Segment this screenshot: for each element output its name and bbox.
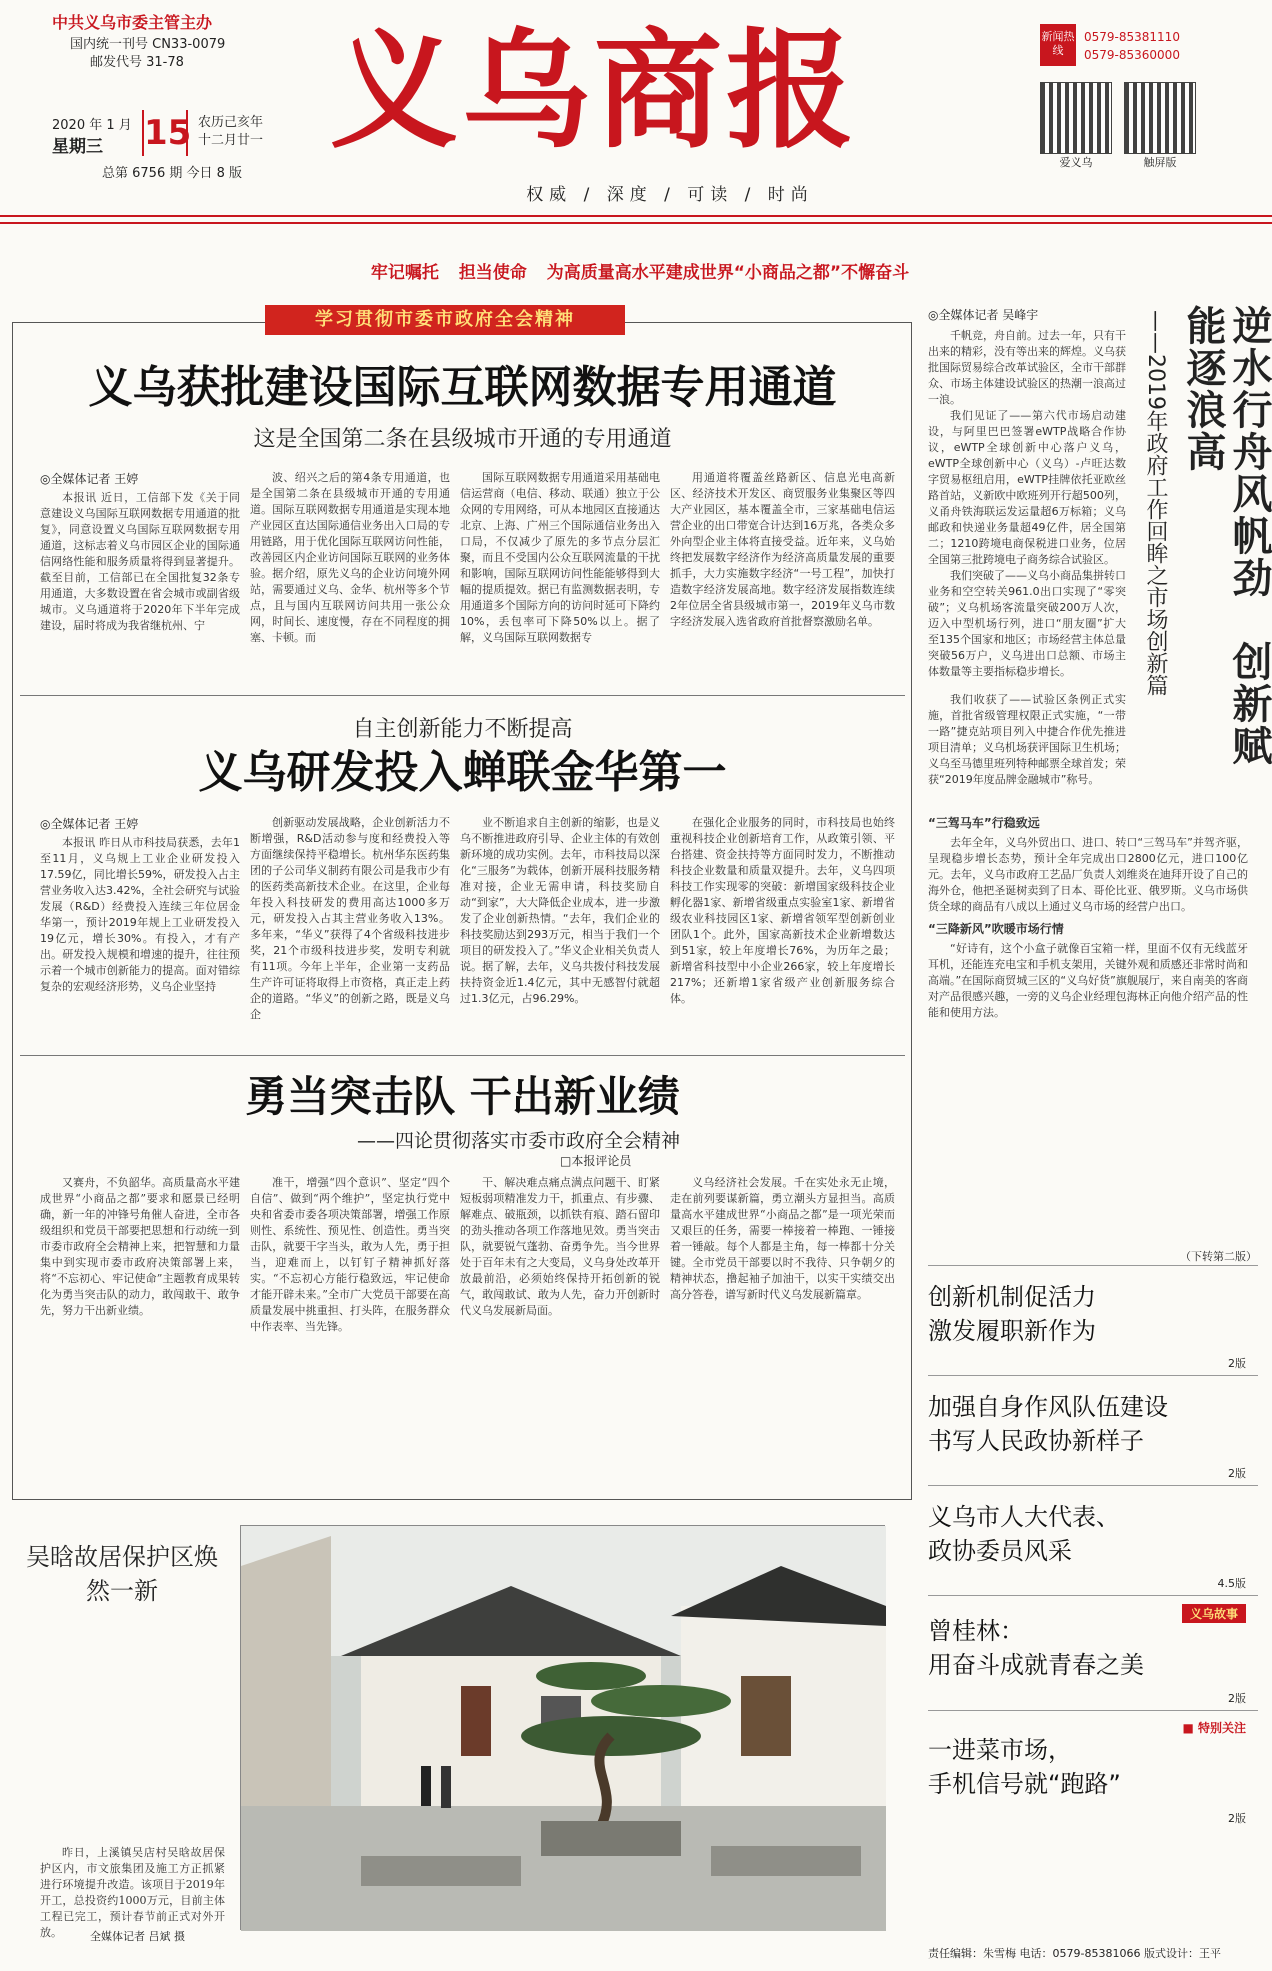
qr-icon [1124, 82, 1196, 154]
photo-illustration [241, 1526, 886, 1931]
cn-number: 国内统一刊号 CN33-0079 [70, 37, 226, 52]
toc-item[interactable] [928, 1375, 1258, 1485]
toc-page: 4.5版 [1217, 1577, 1246, 1590]
article2-col2: 创新驱动发展战略，企业创新活力不断增强，R&D活动参与度和经费投入等方面继续保持平稳增长。杭州华东医药集团的子公司华义制药有限公司是我市少有的医药类高新技术企业。在这里，企业每年投入科技研发的费用高达1000多万元，研发投入占其主营业务收入13%。多年来，“华义”获得了4个省级科技进步奖，21个市级科技进步奖，发明专利就有11项。今年上半年，企业第一支药品生产许可证将取得上市资格，真正走上药企的道路。“华义”的创新之路，既是义乌企 [250, 816, 450, 1021]
masthead-rule [0, 215, 1272, 217]
article2-col1: 本报讯 昨日从市科技局获悉，去年1至11月，义乌规上工业企业研发投入17.59亿，同比增长59%，研发投入占主营业务收入达3.42%，全社会研究与试验发展（R&D）经费投入连续三年位居金华第一，预计2019年规上工业研发投入19亿元，增长30%。有投入，才有产出。研发投入规模和增速的提升，往往预示着一个城市创新能力的提高。面对错综复杂的宏观经济形势，义乌企业坚持 [40, 836, 240, 993]
article1-col3: 国际互联网数据专用通道采用基础电信运营商（电信、移动、联通）独立于公众网的专用网络，可从本地园区直接通达北京、上海、广州三个国际通信业务出入口局，不仅减少了原先的多节点分层汇聚，而且不受国内公众互联网流量的干扰和影响，国际互联网访问性能能够得到大幅的提质提效。据已有监测数据表明，专用通道多个国际方向的访问时延可下降约10%，丢包率可下降50%以上。据了解，义乌国际互联网数据专 [460, 471, 660, 644]
article1-byline: ◎全媒体记者 王婷 [40, 472, 139, 486]
qr-icon [1040, 82, 1112, 154]
divider [20, 695, 905, 696]
article2-title[interactable]: 义乌研发投入蝉联金华第一 [198, 747, 727, 798]
motto-2: 担当使命 [458, 263, 527, 283]
lunar-year: 农历己亥年 [198, 115, 264, 130]
day-number: 15 [142, 110, 188, 156]
page-footer: 责任编辑：朱雪梅 电话：0579-85381066 版式设计：王平 [928, 1947, 1221, 1960]
right-subtitle: ——2019年政府工作回眸之市场创新篇 [1143, 310, 1168, 696]
weekday: 星期三 [52, 137, 103, 157]
hotline-number-2: 0579-85360000 [1084, 48, 1180, 62]
right-title[interactable] [1180, 305, 1272, 805]
right-col-body: “三驾马车”行稳致远 去年全年，义乌外贸出口、进口、转口“三驾马车”并驾齐驱，呈现稳步增长态势，预计全年完成出口2800亿元，进口100亿元。去年，义乌市政府工艺品厂负责人刘维炎在迪拜开设了自己的海外仓，他把圣诞树卖到了日本、哥伦比亚、俄罗斯。义乌市场供货全球的商品有八成以上通过义乌市场的经营户出口。 “三降新风”吹暖市场行情 “好诗有，这个小盒子就像百宝箱一样，里面不仅有无线蓝牙耳机，还能连充电宝和手机支架用，关键外观和质感还非常时尚和高端。”在国际商贸城三区的“义乌好货”旗舰展厅，来自南美的客商对产品很感兴趣，一旁的义乌企业经理包海林正向他介绍产品的性能和使用方法。 [928, 816, 1248, 1019]
motto-3: 为高质量高水平建成世界“小商品之都”不懈奋斗 [546, 263, 910, 283]
article2-col3: 业不断追求自主创新的缩影，也是义乌不断推进政府引导、企业主体的有效创新环境的成功实例。去年，市科技局以深化“三服务”为载体，创新开展科技服务精准对接，企业无需申请，科技奖励自动“到家”，大大降低企业成本，进一步激发了企业创新热情。“去年，我们企业的科技奖励达到293万元，相当于我们一个项目的研发投入了。”华义企业相关负责人说。据了解，去年，义乌共拨付科技发展扶持资金近1.4亿元，其中无感智付就超过1.3亿元，占96.29%。 [460, 816, 660, 1005]
toc-title: 书写人民政协新样子 [928, 1427, 1144, 1455]
right-col-top: 千帆竞，舟自前。过去一年，只有干出来的精彩，没有等出来的辉煌。义乌获批国际贸易综合改革试验区，全市干部群众、市场主体建设试验区的热潮一浪高过一浪。 我们见证了——第六代市场启动建设，与阿里巴巴签署eWTP战略合作协议，eWTP全球创新中心落户义乌，eWTP全球创新中心（义乌）-卢旺达数字贸易枢纽启用，eWTP挂牌依托亚欧丝路首站，义新欧中欧班列开行超500列，义甬舟铁海联运发运量超6万标箱；义乌邮政和快递业务量超49亿件，居全国第二；1210跨境电商保税进口业务，位居全国第三批跨境电子商务综合试验区。 我们突破了——义乌小商品集拼转口业务和空空转关961.0出口实现了“零突破”；义乌机场客流量突破200万人次，迈入中型机场行列，进口“朋友圈”扩大至135个国家和地区；市场经营主体总量突破56万户，义乌进出口总额、市场主体数量等主要指标稳步增长。 [928, 329, 1126, 678]
qr-code-2[interactable] [1124, 82, 1196, 170]
article1-col2: 波、绍兴之后的第4条专用通道，也是全国第二条在县级城市开通的专用通道。国际互联网数据专用通道是实现本地产业园区直达国际通信业务出入口局的专用链路，用于优化国际互联网访问性能，改善园区内企业访问国际互联网的业务体验。据介绍，原先义乌的企业访问境外网站，需要通过义乌、金华、杭州等多个节点，且与国内互联网访问共用一张公众网，时间长、速度慢，存在不同程度的拥塞、卡顿。而 [250, 471, 450, 644]
article1-title[interactable]: 义乌获批建设国际互联网数据专用通道 [88, 362, 837, 413]
article2-col4: 在强化企业服务的同时，市科技局也始终重视科技企业创新培育工作，从政策引领、平台搭建、资金扶持等方面同时发力，不断推动科技企业数量和质量双提升。去年，义乌四项科技工作实现零的突破：新增国家级科技企业孵化器1家、新增省级重点实验室1家、新增省级农业科技园区1家、新增省领军型创新创业团队1个。此外，国家高新技术企业新增数达到51家，较上年度增长76%，为历年之最；新增省科技型中小企业266家，较上年度增长217%；还新增1家省级产业创新服务综合体。 [670, 816, 895, 1005]
right-byline: ◎全媒体记者 吴峰宇 [928, 308, 1039, 322]
sponsor: 中共义乌市委主管主办 [52, 13, 213, 32]
issue-number: 总第 6756 期 今日 8 版 [102, 166, 243, 181]
year-month: 2020 年 1 月 [52, 118, 132, 133]
right-col-mid: 我们收获了——试验区条例正式实施，首批省级管理权限正式实施，“一带一路”捷克站项目列入中捷合作优先推进项目清单；义乌机场获评国际卫生机场；义乌至马德里班列特种邮票全球首发；荣获“2019年度品牌金融城市”称号。 [928, 693, 1126, 786]
toc-title: 用奋斗成就青春之美 [928, 1651, 1144, 1679]
photo-title: 吴晗故居保护区焕然一新 [26, 1543, 218, 1605]
article3-title[interactable]: 勇当突击队 干出新业绩 [245, 1072, 680, 1121]
motto-1: 牢记嘱托 [370, 263, 439, 283]
masthead-info [52, 14, 262, 72]
right-subhead-1: “三驾马车”行稳致远 [928, 816, 1040, 830]
qr-label: 触屏版 [1143, 156, 1177, 169]
hotline-tag: 新闻热线 [1040, 24, 1076, 66]
lunar-day: 十二月廿一 [198, 133, 264, 148]
toc-badge: ■ 特别关注 [1182, 1721, 1246, 1735]
article3-subtitle: ——四论贯彻落实市委市政府全会精神 [356, 1130, 680, 1152]
toc-title: 加强自身作风队伍建设 [928, 1393, 1168, 1421]
right-title-1: 逆水行舟风帆劲 [1226, 305, 1272, 599]
qr-code-1[interactable] [1040, 82, 1112, 170]
newspaper-logo: 义乌商报 [330, 16, 859, 166]
toc-title: 激发履职新作为 [928, 1317, 1096, 1345]
photo-wuhan-residence [240, 1525, 885, 1930]
article3-col2: 准干，增强“四个意识”、坚定“四个自信”、做到“两个维护”，坚定执行党中央和省委市委各项决策部署，增强工作原则性、系统性、预见性、创造性。勇当突击队，就要干字当头，敢为人先，勇于担当，迎难而上，以钉钉子精神抓好落实。“不忘初心方能行稳致远，牢记使命才能开辟未来。”全市广大党员干部要在高质量发展中挑重担、打头阵，在服务群众中作表率、当先锋。 [250, 1176, 450, 1333]
article1-col4: 用通道将覆盖丝路新区、信息光电高新区、经济技术开发区、商贸服务业集聚区等四大产业园区，基本覆盖全市，三家基础电信运营企业的出口带宽合计达到16万兆，各类众多外向型企业主体将直接受益。近年来，义乌始终把发展数字经济作为经济高质量发展的重要抓手，大力实施数字经济“一号工程”，加快打造数字经济发展高地。数字经济发展指数连续2年位居全省县级城市第一，2019年义乌市数字经济发展入选省政府首批督察激励名单。 [670, 471, 895, 628]
toc-title: 义乌市人大代表、 [928, 1503, 1120, 1531]
article3-col4: 义乌经济社会发展。千在实处永无止境，走在前列要谋新篇，勇立潮头方显担当。高质量高水平建成世界“小商品之都”是一项光荣而又艰巨的任务，需要一棒接着一棒跑、一锤接着一锤敲。每个人都是主角，每一棒都十分关键。全市党员干部要以时不我待、只争朝夕的精神状态，撸起袖子加油干，以实干实绩交出高分答卷，谱写新时代义乌发展新篇章。 [670, 1176, 895, 1301]
postal-code: 邮发代号 31-78 [90, 55, 184, 70]
photo-byline: 全媒体记者 吕斌 摄 [90, 1930, 185, 1943]
toc-item[interactable] [928, 1265, 1258, 1375]
toc-title: 政协委员风采 [928, 1537, 1072, 1565]
slogan: 权威 / 深度 / 可读 / 时尚 [526, 185, 814, 205]
toc-item[interactable] [928, 1595, 1258, 1710]
toc-page: 2版 [1228, 1357, 1246, 1370]
toc-title: 一进菜市场， [928, 1736, 1072, 1764]
article3-byline: □本报评论员 [560, 1154, 632, 1168]
qr-label: 爱义乌 [1059, 156, 1093, 169]
lunar-date [198, 114, 263, 150]
hotline [1040, 24, 1230, 70]
section-banner: 学习贯彻市委市政府全会精神 [265, 305, 625, 335]
date-box [52, 110, 282, 181]
photo-caption: 昨日，上溪镇吴店村吴晗故居保护区内，市文旅集团及施工方正抓紧进行环境提升改造。该项目于2019年开工，总投资约1000万元，目前主体工程已完工，预计春节前正式对外开放。 [40, 1846, 225, 1939]
divider [20, 1055, 905, 1056]
toc-badge: 义乌故事 [1182, 1604, 1246, 1623]
continued-note: （下转第二版） [1180, 1250, 1257, 1263]
article2-byline: ◎全媒体记者 王婷 [40, 817, 139, 831]
right-title-2: 创新赋能逐浪高 [1180, 305, 1272, 767]
article1-subtitle: 这是全国第二条在县级城市开通的专用通道 [253, 427, 672, 452]
toc-item[interactable] [928, 1485, 1258, 1595]
toc-page: 2版 [1228, 1812, 1246, 1825]
article1-col1: 本报讯 近日，工信部下发《关于同意建设义乌国际互联网数据专用通道的批复》，同意设置义乌国际互联网数据专用通道，这标志着义乌市园区企业的国际通信网络性能和服务质量将得到显著提升。截至目前，工信部已在全国批复32条专用通道，大多数设置在省会城市或副省级城市。义乌通道将于2020年下半年完成建设，届时将成为我省继杭州、宁 [40, 491, 240, 632]
hotline-number-1: 0579-85381110 [1084, 30, 1180, 44]
toc-item[interactable] [928, 1710, 1258, 1830]
article3-col3: 干、解决难点痛点满点问题干、盯紧短板弱项精准发力干，抓重点、有步骤、解难点、破瓶颈，以抓铁有痕、踏石留印的劲头推动各项工作落地见效。勇当突击队，就要锐气蓬勃、奋勇争先。当今世界处于百年未有之大变局，义乌身处改革开放最前沿，必须始终保持开拓创新的锐气，敢闯敢试、敢为人先，奋力开创新时代义乌发展新局面。 [460, 1176, 660, 1317]
toc-title: 曾桂林： [928, 1617, 1024, 1645]
right-subhead-2: “三降新风”吹暖市场行情 [928, 922, 1064, 936]
toc-page: 2版 [1228, 1467, 1246, 1480]
toc-title: 创新机制促活力 [928, 1283, 1096, 1311]
masthead-rule-2 [0, 222, 1272, 224]
toc-title: 手机信号就“跑路” [928, 1770, 1121, 1798]
article3-col1: 又赛舟，不负韶华。高质量高水平建成世界“小商品之都”要求和愿景已经明确，新一年的冲锋号角催人奋进，全市各级组织和党员干部要把思想和行动统一到市委市政府全会精神上来，把智慧和力量集中到实现市委市政府决策部署上来，将“不忘初心、牢记使命”主题教育成果转化为勇当突击队的动力，敢闯敢干、敢争先，努力干出新业绩。 [40, 1176, 240, 1317]
motto [330, 258, 950, 286]
article2-kicker: 自主创新能力不断提高 [352, 717, 573, 742]
toc-page: 2版 [1228, 1692, 1246, 1705]
